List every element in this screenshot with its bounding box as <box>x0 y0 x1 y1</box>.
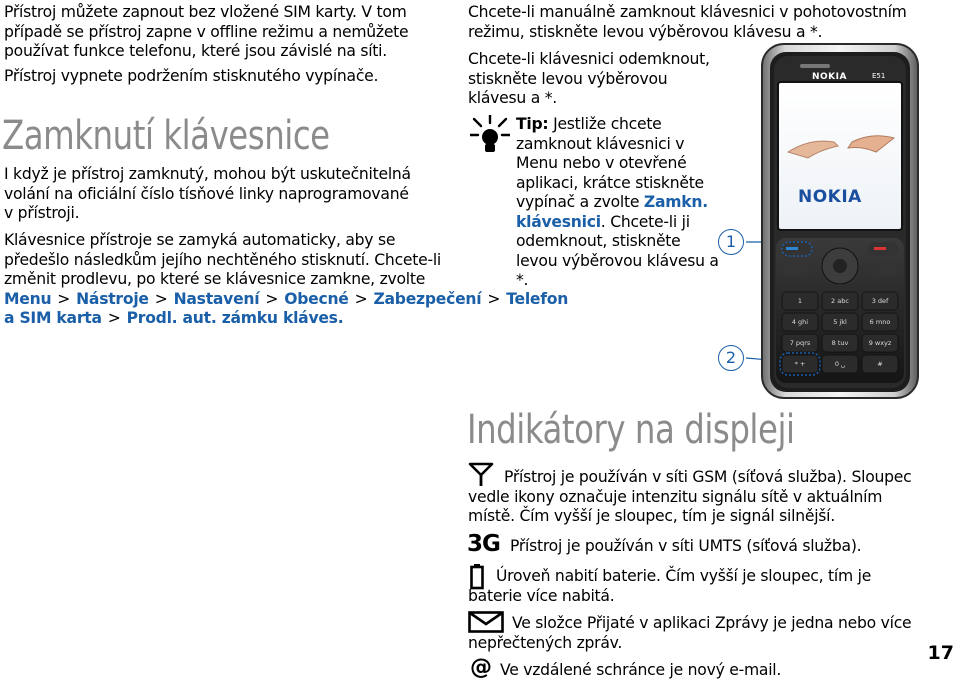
keypad-key: # <box>877 360 883 368</box>
keypad-key: 6 mno <box>869 318 891 326</box>
emergency-paragraph: I když je přístroj zamknutý, mohou být uskutečnitelná volání na oficiální číslo tísňové linky naprogramované v přístroji. <box>4 165 411 222</box>
keypad-key: * + <box>794 360 806 368</box>
phone-illustration <box>760 42 920 400</box>
tip-label: Tip: <box>516 115 549 133</box>
phone-keypad-labels <box>782 292 898 373</box>
gsm-description: Přístroj je používán v síti GSM (síťová služba). Sloupec vedle ikony označuje intenzitu signálu sítě v aktuálním místě. Čím vyšší je sloupec, tím je signál silnější. <box>468 468 912 525</box>
keypad-key: 0 ␣ <box>834 360 846 368</box>
intro-paragraph: Přístroj můžete zapnout bez vložené SIM karty. V tom případě se přístroj zapne v offline režimu a nemůžete používat funkce telefonu, které jsou závislé na síti. <box>4 3 409 60</box>
message-description: Ve složce Přijaté v aplikaci Zprávy je jedna nebo více nepřečtených zpráv. <box>468 614 912 652</box>
indicators-heading: Indikátory na displeji <box>467 407 795 453</box>
path-separator: > <box>265 289 279 308</box>
path-separator: > <box>487 289 501 308</box>
path-separator: > <box>107 309 121 327</box>
phone-brand-label: NOKIA <box>812 72 847 82</box>
menu-path-menu[interactable]: Menu <box>4 289 52 308</box>
auto-lock-text: Klávesnice přístroje se zamyká automaticky, aby se předešlo následkům jejího nechtěného stisknutí. Chcete-li změnit prodlevu, po které se klávesnice zamkne, zvolte <box>4 231 441 288</box>
keypad-key: 4 ghi <box>791 318 809 326</box>
menu-path-settings[interactable]: Nastavení <box>173 289 260 308</box>
phone-model-label: E51 <box>872 72 886 80</box>
auto-lock-paragraph <box>4 231 569 329</box>
menu-path-end: . <box>337 309 344 327</box>
path-separator: > <box>354 289 368 308</box>
tip-lightbulb-icon <box>470 115 510 155</box>
unlock-paragraph: Chcete-li klávesnici odemknout, stiskněte levou výběrovou klávesu a *. <box>468 50 710 107</box>
email-at-icon: @ <box>470 655 492 680</box>
keypad-key: 8 tuv <box>831 339 849 347</box>
umts-description: Přístroj je používán v síti UMTS (síťová služba). <box>510 537 862 555</box>
tip-text-after: . Chcete-li ji odemknout, stiskněte levou výběrovou klávesu a *. <box>516 212 719 289</box>
umts-3g-icon: 3G <box>467 531 500 557</box>
menu-path-security[interactable]: Zabezpečení <box>373 289 482 308</box>
keypad-key: 2 abc <box>831 297 849 305</box>
callout-2: 2 <box>718 345 744 371</box>
battery-description: Úroveň nabití baterie. Čím vyšší je sloupec, tím je baterie více nabitá. <box>468 567 872 605</box>
keypad-key: 9 wxyz <box>868 339 892 347</box>
tip-link-lock-keypad[interactable]: Zamkn. klávesnici <box>516 193 708 231</box>
page-number: 17 <box>927 642 954 664</box>
email-description: Ve vzdálené schránce je nový e-mail. <box>500 661 782 679</box>
phone-screen-logo: NOKIA <box>798 187 862 207</box>
section-heading-keypad-lock: Zamknutí klávesnice <box>2 113 330 159</box>
path-separator: > <box>154 289 168 308</box>
manual-lock-paragraph: Chcete-li manuálně zamknout klávesnici v pohotovostním režimu, stiskněte levou výběrovou klávesu a *. <box>468 3 907 41</box>
keypad-key: 1 <box>797 297 803 305</box>
keypad-key: 7 pqrs <box>789 339 811 347</box>
keypad-key: 3 def <box>871 297 889 305</box>
keypad-key: 5 jkl <box>833 318 847 326</box>
tip-paragraph <box>516 115 726 291</box>
menu-path-phone-sim[interactable]: Telefon a SIM karta <box>4 289 569 327</box>
tip-text-before: Jestliže chcete zamknout klávesnici v Menu nebo v otevřené aplikaci, krátce stiskněte vypínač a zvolte <box>516 115 704 211</box>
menu-path-tools[interactable]: Nástroje <box>76 289 149 308</box>
path-separator: > <box>57 289 71 308</box>
menu-path-autolock-delay[interactable]: Prodl. aut. zámku kláves <box>126 309 338 327</box>
power-off-paragraph: Přístroj vypnete podržením stisknutého vypínače. <box>4 67 379 85</box>
callout-1: 1 <box>718 229 744 255</box>
menu-path-general[interactable]: Obecné <box>284 289 349 308</box>
